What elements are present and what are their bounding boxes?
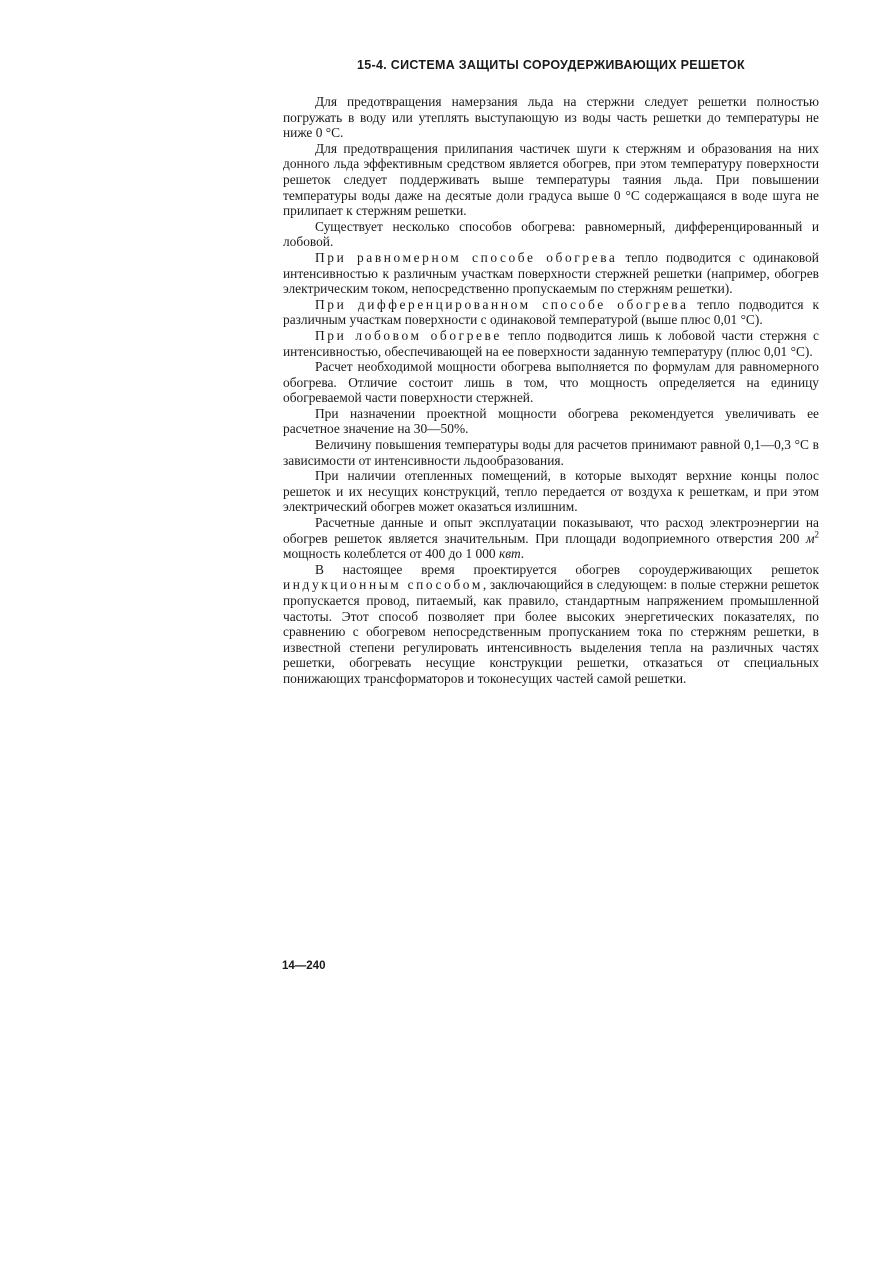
section-header: 15-4. СИСТЕМА ЗАЩИТЫ СОРОУДЕРЖИВАЮЩИХ РЕШЕТОК [357,58,745,72]
paragraph-9: Величину повышения температуры воды для расчетов принимают равной 0,1—0,3 °С в зависимости от интенсивности льдообразования. [283,437,819,468]
paragraph-11-part-c: . [520,546,525,562]
paragraph-5-rest: тепло подводится к различным участкам поверхности с одинаковой температурой (выше плюс 0,01 °С). [283,296,819,328]
unit-m: м [805,530,815,546]
paragraph-2: Для предотвращения прилипания частичек шуги к стержням и образования на них донного льда эффективным средством является обогрев, при этом температуру поверхности решеток следует поддерживать выше температуры таяния льда. При повышении температуры воды даже на десятые доли градуса выше 0 °С содержащаяся в воде шуга не прилипает к стержням решетки. [283,140,819,219]
term-uniform: При равномерном способе обогрева [315,249,618,265]
page-signature: 14—240 [282,960,326,972]
paragraph-11 [283,515,819,562]
paragraph-6 [283,328,819,359]
paragraph-6-rest: тепло подводится лишь к лобовой части стержня с интенсивностью, обеспечивающей на ее поверхности заданную температуру (плюс 0,01 °С). [283,327,820,359]
paragraph-1: Для предотвращения намерзания льда на стержни следует решетки полностью погружать в воду или утеплять выступающую из воды часть решетки до температуры не ниже 0 °С. [283,94,819,141]
term-induction: индукционным способом [283,577,483,593]
body-text [283,94,819,687]
paragraph-5 [283,297,819,328]
unit-exponent: 2 [814,529,819,540]
paragraph-12 [283,562,819,687]
paragraph-12-part-b: , заключающийся в следующем: в полые стержни решеток пропускается провод, питаемый, как правило, стандартным напряжением промышленной частоты. Этот способ позволяет при более высоких энергетических показателях, по сравнению с обогревом непосредственным пропусканием тока по стержням решетки, в известной степени регулировать интенсивность выделения тепла на различных частях решетки, обогревать несущие конструкции решетки, отказаться от специальных понижающих трансформаторов и токонесущих частей самой решетки. [283,577,819,686]
paragraph-11-part-a: Расчетные данные и опыт эксплуатации показывают, что расход электроэнергии на обогрев решеток является значительным. При площади водоприемного отверстия 200 [283,515,819,546]
paragraph-4-rest: тепло подводится с одинаковой интенсивностью к различным участкам поверхности стержней решетки (например, обогрев электрическим током, непосредственно пропускаемым по стержням решетки). [283,249,819,297]
paragraph-11-part-b: мощность колеблется от 400 до 1 000 [283,546,499,562]
paragraph-10: При наличии отепленных помещений, в которые выходят верхние концы полос решеток и их несущих конструкций, тепло передается от воздуха к решеткам, и при этом электрический обогрев может оказаться излишним. [283,468,819,515]
paragraph-8: При назначении проектной мощности обогрева рекомендуется увеличивать ее расчетное значение на 30—50%. [283,405,819,437]
term-differentiated: При дифференцированном способе обогрева [315,296,689,312]
unit-kvt: квт [498,546,521,562]
paragraph-3: Существует несколько способов обогрева: равномерный, дифференцированный и лобовой. [283,218,819,250]
paragraph-4 [283,250,819,297]
paragraph-7: Расчет необходимой мощности обогрева выполняется по формулам для равномерного обогрева. Отличие состоит лишь в том, что мощность определяется на единицу обогреваемой части поверхности стержней. [283,359,819,406]
paragraph-12-part-a: В настоящее время проектируется обогрев сороудерживающих решеток [315,561,819,577]
term-frontal: При лобовом обогреве [315,327,502,343]
